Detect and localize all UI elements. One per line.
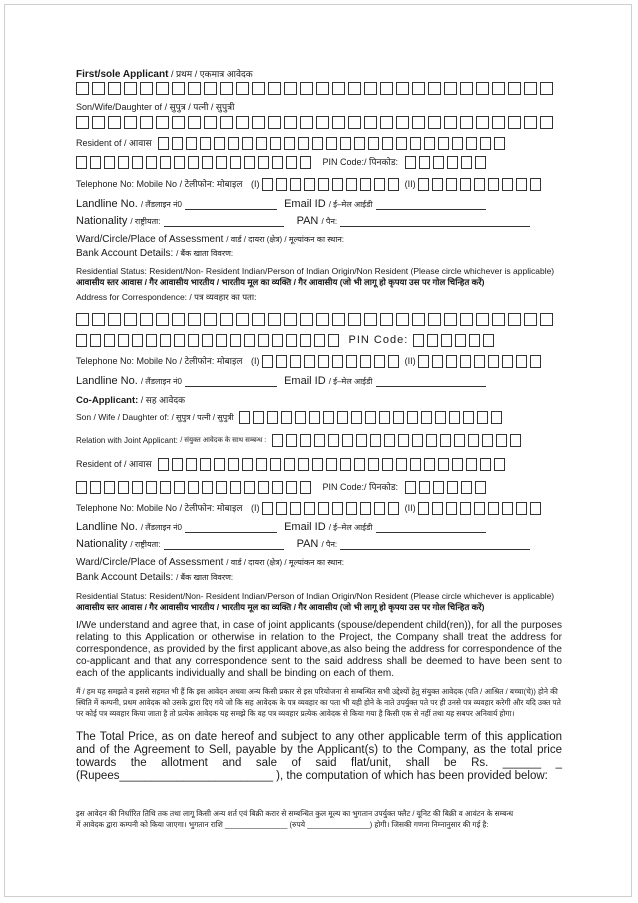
co-telephone-hindi: / टेलीफोन: मोबाइल [179,503,243,513]
co-telephone-row [76,502,562,515]
email-text: Email ID [284,198,326,210]
price-paragraph [76,731,562,783]
bank-hindi: / बैंक खाता विवरण: [176,249,234,258]
email-field-2[interactable] [376,377,486,387]
pan-field[interactable] [340,217,530,227]
residential-status-row [76,266,562,277]
resident-text: Resident of [76,138,122,148]
agreement-paragraph-hi: मैं / हम यह समझते व इससे सहमत भी हैं कि इस आवेदन अथवा अन्य किसी प्रकार से इस परियोजना से सम्बन्धित सभी उद्देश्यों हेतु संयुक्त आवेदक (पति / आश्रित / बच्चा(चे)) होने की स्थिति में कम्पनी, प्रथम आवेदक को उसके द्वारा दिए गये जो कि सह आवेदक के पत्र व्यवहार का पता भी यही होने के नाते उपर्युक्त पते पर ही उनसे पत्र व्यवहार करेगी और यदि उक्त पते पर कोई पत्र व्यवहार किया जाता है तो प्रत्येक आवेदक यह समझे कि वह पत्र व्यवहार प्रत्येक आवेदक से किया गया है किसी एक से नहीं तथा यह सबपर अनिवार्य होगा। [76,687,561,718]
co-residential-status-hindi-row [76,602,562,613]
co-ward-text: Ward/Circle/Place of Assessment [76,557,224,568]
email-hindi-2: / ई–मेल आईडी [328,377,373,386]
landline-text-2: Landline No. [76,375,138,387]
co-resident-hindi: / आवास [124,459,152,469]
pan-text: PAN [296,215,319,227]
co-mobile-2-label: (II) [404,503,416,513]
co-nationality-hindi: / राष्ट्रीयता: [130,540,161,549]
pin2-boxes[interactable] [413,334,497,347]
co-applicant-row [76,395,562,406]
co-joint-hindi: / संयुक्त आवेदक के साथ सम्बन्ध : [180,437,267,444]
co-joint-boxes[interactable] [272,434,524,447]
resident-hindi: / आवास [124,138,152,148]
address-text: Address for Correspondence: [76,292,188,303]
co-resident-boxes-2[interactable] [76,481,314,494]
co-email-hindi: / ई–मेल आईडी [328,523,373,532]
telephone-row-2 [76,355,562,368]
bank-row [76,248,562,259]
co-email-field[interactable] [376,523,486,533]
first-applicant-text: First/sole Applicant [76,69,169,81]
co-telephone-text: Telephone No: Mobile No [76,503,178,513]
address-row-2 [76,156,562,169]
mobile-2-label: (II) [404,179,416,189]
mobile-2-boxes[interactable] [418,178,544,191]
telephone-hindi: / टेलीफोन: मोबाइल [179,179,243,189]
mobile-1-boxes-2[interactable] [262,355,402,368]
co-pan-text: PAN [296,538,319,550]
co-resident-text: Resident of [76,459,122,469]
telephone-text-2: Telephone No: Mobile No [76,356,178,366]
co-pin-boxes[interactable] [405,481,489,494]
residential-status-hindi: आवासीय स्तर आवास / गैर आवासीय भारतीय / भारतीय मूल का व्यक्ति / गैर आवासीय (जो भी लागू हो कृपया उस पर गोल चिन्हित करें) [76,277,485,288]
co-relation-hindi: / सुपुत्र / पत्नी / सुपुत्री [171,413,234,422]
first-applicant-label [76,69,562,80]
mobile-2-label-2: (II) [404,356,416,366]
co-pan-field[interactable] [340,540,530,550]
price-line-3: (Rupees________________________ ), the computation of which has been provided below: [76,770,548,782]
first-applicant-boxes[interactable] [76,82,556,95]
landline-hindi: / लैंडलाइन नं0 [140,200,182,209]
ward-text: Ward/Circle/Place of Assessment [76,234,224,245]
co-mobile-2-boxes[interactable] [418,502,544,515]
address-row-pin [76,334,562,347]
co-landline-row [76,522,562,533]
address-label-row [76,292,562,303]
co-residential-status-row [76,591,562,602]
co-bank-row [76,572,562,583]
co-landline-field[interactable] [185,523,277,533]
co-ward-hindi: / वार्ड / दायरा (क्षेत्र) / मूल्यांकन का स्थान: [226,558,345,567]
address-boxes-1[interactable] [76,313,556,326]
mobile-2-boxes-2[interactable] [418,355,544,368]
landline-text: Landline No. [76,198,138,210]
co-nationality-field[interactable] [164,540,284,550]
email-field[interactable] [376,200,486,210]
co-applicant-title: Co-Applicant: [76,395,139,407]
co-nationality-row [76,539,562,550]
relation-boxes[interactable] [76,116,556,129]
co-ward-row [76,557,562,568]
co-applicant-hindi: / सह आवेदक [140,395,186,406]
ward-hindi: / वार्ड / दायरा (क्षेत्र) / मूल्यांकन का स्थान: [226,235,345,244]
co-relation-row [76,411,562,424]
co-residential-status-hindi: आवासीय स्तर आवास / गैर आवासीय भारतीय / भारतीय मूल का व्यक्ति / गैर आवासीय (जो भी लागू हो कृपया उस पर गोल चिन्हित करें) [76,602,485,613]
co-joint-row [76,434,562,447]
co-pin-text: PIN Code:/ पिनकोड: [322,482,399,492]
co-resident-boxes[interactable] [158,458,508,471]
landline-field[interactable] [185,200,277,210]
email-hindi: / ई–मेल आईडी [328,200,373,209]
address-hindi: / पत्र व्यवहार का पता: [189,292,257,303]
first-applicant-hindi: / प्रथम / एकमात्र आवेदक [170,69,253,80]
pin-boxes[interactable] [405,156,489,169]
co-mobile-1-label: (I) [251,503,260,513]
landline-row-2 [76,376,562,387]
bank-text: Bank Account Details: [76,248,174,259]
telephone-text: Telephone No: Mobile No [76,179,178,189]
email-text-2: Email ID [284,375,326,387]
co-landline-text: Landline No. [76,521,138,533]
pan-hindi: / पैन: [321,217,338,226]
landline-field-2[interactable] [185,377,277,387]
price-hindi-line-1: इस आवेदन की निर्धारित तिथि तक तथा लागू किसी अन्य शर्त एवं बिक्री करार से सम्बन्धित कुल मूल्य का भुगतान उपर्युक्त फ्लैट / यूनिट की बिक्री व आवंटन के सम्बन्ध [76,809,514,818]
co-mobile-1-boxes[interactable] [262,502,402,515]
relation-hindi: / सुपुत्र / पत्नी / सुपुत्री [164,102,235,113]
mobile-1-label: (I) [251,179,260,189]
resident-boxes[interactable] [158,137,508,150]
ward-row [76,234,562,245]
landline-row [76,199,562,210]
co-resident-row [76,458,562,471]
resident-row [76,137,562,150]
pin2-text: PIN Code: [348,334,409,346]
telephone-row [76,178,562,191]
co-email-text: Email ID [284,521,326,533]
co-relation-boxes[interactable] [239,411,505,424]
price-line-2: towards the allotment and sale of said flat/unit, shall be Rs. ______ _ [76,757,562,769]
mobile-1-label-2: (I) [251,356,260,366]
nationality-field[interactable] [164,217,284,227]
co-residential-status-text: Residential Status: Resident/Non- Resident Indian/Person of Indian Origin/Non Resident (Please circle whichever is applicable) [76,591,555,602]
price-hindi-line-2: में आवेदक द्वारा कम्पनी को किया जाएगा। भुगतान राशि _______________ (रुपये _______________) होगी। जिसकी गणना निम्नानुसार की गई है: [76,820,489,829]
nationality-text: Nationality [76,215,128,227]
co-pan-hindi: / पैन: [321,540,338,549]
co-nationality-text: Nationality [76,538,128,550]
landline-hindi-2: / लैंडलाइन नं0 [140,377,182,386]
telephone-hindi-2: / टेलीफोन: मोबाइल [179,356,243,366]
co-bank-text: Bank Account Details: [76,572,174,583]
mobile-1-boxes[interactable] [262,178,402,191]
co-bank-hindi: / बैंक खाता विवरण: [176,573,234,582]
nationality-row [76,216,562,227]
address-boxes-2[interactable] [76,334,342,347]
relation-label [76,102,562,113]
co-landline-hindi: / लैंडलाइन नं0 [140,523,182,532]
resident-boxes-2[interactable] [76,156,314,169]
pin-text: PIN Code:/ पिनकोड: [322,157,399,167]
residential-status-text: Residential Status: Resident/Non- Resident Indian/Person of Indian Origin/Non Resident (Please circle whichever is applicable) [76,266,555,277]
nationality-hindi: / राष्ट्रीयता: [130,217,161,226]
price-line-1: The Total Price, as on date hereof and subject to any other applicable term of this application and of the Agreement to Sell, payable by the Applicant(s) to the Company, as the total price [76,731,562,756]
co-pin-row [76,481,562,494]
co-joint-text: Relation with Joint Applicant: [76,436,178,445]
relation-text: Son/Wife/Daughter of [76,102,163,113]
residential-status-hindi-row [76,277,562,288]
co-relation-text: Son / Wife / Daughter of: [76,412,170,422]
agreement-paragraph-en: I/We understand and agree that, in case of joint applicants (spouse/dependent child(ren)), for all the purposes relating to this Application or otherwise in relation to the Project, the Company shall treat the address for correspondence, as provided by the first applicant above,as also being the address for correspondence of the co-applicant and that any correspondence sent to the said address shall be deemed to have been sent to each of the applicants individually and shall be binding on each of them. [76,620,562,679]
